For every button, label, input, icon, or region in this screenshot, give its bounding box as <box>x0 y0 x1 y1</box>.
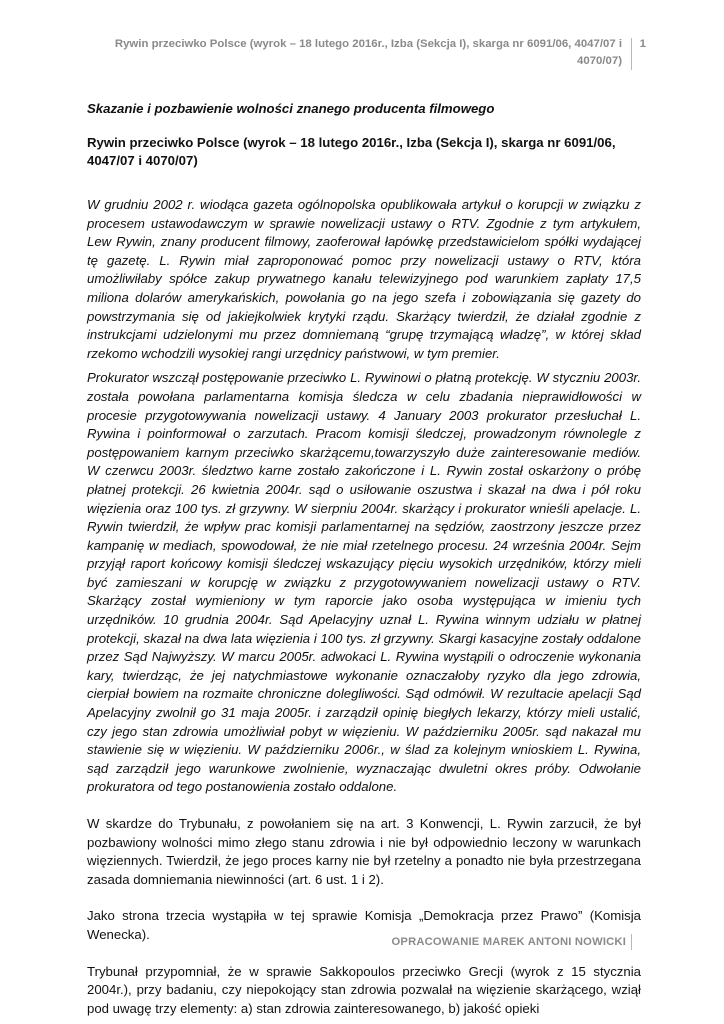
paragraph: W grudniu 2002 r. wiodąca gazeta ogólnopolska opublikowała artykuł o korupcji w związku z procesem ustawodawczym w sprawie nowelizacji ustawy o RTV. Zgodnie z tym artykułem, Lew Rywin, znany producent filmowy, zaoferował łapówkę przedstawicielom spółki wydającej tę gazetę. L. Rywin miał zaproponować pomoc przy nowelizacji ustawy o RTV, która umożliwiłaby spółce zakup prywatnego kanału telewizyjnego pod warunkiem zapłaty 17,5 miliona dolarów amerykańskich, powołania go na jego szefa i zobowiązania się gazety do powstrzymania się od jakiejkolwiek krytyki rządu. Skarżący twierdził, że działał zgodnie z instrukcjami udzielonymi mu przez domniemaną “grupę trzymającą władzę”, w której skład rzekomo wchodzili wysokiej rangi urzędnicy państwowi, w tym premier. <box>87 197 641 361</box>
header-divider <box>631 38 632 70</box>
case-title: Rywin przeciwko Polsce (wyrok – 18 lutego 2016r., Izba (Sekcja I), skarga nr 6091/06, 4047/07 i 4070/07) <box>87 135 616 168</box>
footer-divider <box>631 934 632 950</box>
paragraph: Prokurator wszczął postępowanie przeciwko L. Rywinowi o płatną protekcję. W styczniu 2003r. została powołana parlamentarna komisja śledcza w celu zbadania nieprawidłowości w procesie przygotowywania nowelizacji ustawy. 4 January 2003 prokurator przesłuchał L. Rywina i poinformował o zarzutach. Pracom komisji śledczej, prowadzonym równolegle z postępowaniem karnym przeciwko skarżącemu,towarzyszyło duże zainteresowanie mediów. W czerwcu 2003r. śledztwo karne zostało zakończone i L. Rywin został oskarżony o próbę płatnej protekcji. 26 kwietnia 2004r. sąd o usiłowanie oszustwa i skazał na dwa i pół roku więzienia oraz 100 tys. zł grzywny. W sierpniu 2004r. skarżący i prokurator wnieśli apelacje. L. Rywin twierdził, że wpływ prac komisji parlamentarnej na sędziów, zaostrzony jeszcze przez kampanię w mediach, spowodował, że nie miał rzetelnego procesu. 24 września 2004r. Sejm przyjął raport końcowy komisji śledczej wskazujący pięciu wysokich urzędników, którzy mieli być zamieszani w korupcję w związku z przygotowywaniem nowelizacji ustawy o RTV. Skarżący został wymieniony w tym raporcie jako osoba występująca w imieniu tych urzędników. 10 grudnia 2004r. Sąd Apelacyjny uznał L. Rywina winnym udziału w płatnej protekcji, skazał na dwa lata więzienia i 100 tys. zł grzywny. Skargi kasacyjne zostały oddalone przez Sąd Najwyższy. W marcu 2005r. adwokaci L. Rywina wystąpili o odroczenie wykonania kary, twierdząc, że jej natychmiastowe wykonanie oznaczałoby ryzyko dla jego zdrowia, cierpiał bowiem na rozmaite chroniczne dolegliwości. Sąd odmówił. W rezultacie apelacji Sąd Apelacyjny zwolnił go 31 maja 2005r. i zarządził opinię biegłych lekarzy, którzy mieli ustalić, czy jego stan zdrowia umożliwiał pobyt w więzieniu. W październiku 2005r. sąd nakazał mu stawienie się w więzieniu. W październiku 2006r., w ślad za kolejnym wnioskiem L. Rywina, sąd zarządził jego warunkowe zwolnienie, wyznaczając dwuletni okres próby. Odwołanie prokuratora od tego postanowienia zostało oddalone. <box>87 370 641 795</box>
paragraph: Jako strona trzecia wystąpiła w tej sprawie Komisja „Demokracja przez Prawo” (Komisja Wenecka). <box>87 908 641 942</box>
footer-author: OPRACOWANIE MAREK ANTONI NOWICKI <box>391 936 626 948</box>
paragraph: Trybunał przypomniał, że w sprawie Sakkopoulos przeciwko Grecji (wyrok z 15 stycznia 2004r.), przy badaniu, czy niepokojący stan zdrowia pozwalał na więzienie skarżącego, wziął pod uwagę trzy elementy: a) stan zdrowia zainteresowanego, b) jakość opieki <box>87 963 641 1016</box>
facts-section <box>87 196 641 797</box>
section-title: Skazanie i pozbawienie wolności znanego producenta filmowego <box>87 101 495 116</box>
page-number: 1 <box>639 38 646 50</box>
paragraph: W skardze do Trybunału, z powołaniem się na art. 3 Konwencji, L. Rywin zarzucił, że był pozbawiony wolności mimo złego stanu zdrowia i nie był odpowiednio leczony w warunkach więziennych. Twierdził, że jego proces karny nie był rzetelny a ponadto nie była przestrzegana zasada domniemania niewinności (art. 6 ust. 1 i 2). <box>87 816 641 887</box>
document-body <box>87 196 641 1018</box>
page-footer <box>80 934 646 952</box>
running-header: Rywin przeciwko Polsce (wyrok – 18 lutego 2016r., Izba (Sekcja I), skarga nr 6091/06, 4047/07 i 4070/07) <box>114 38 622 67</box>
